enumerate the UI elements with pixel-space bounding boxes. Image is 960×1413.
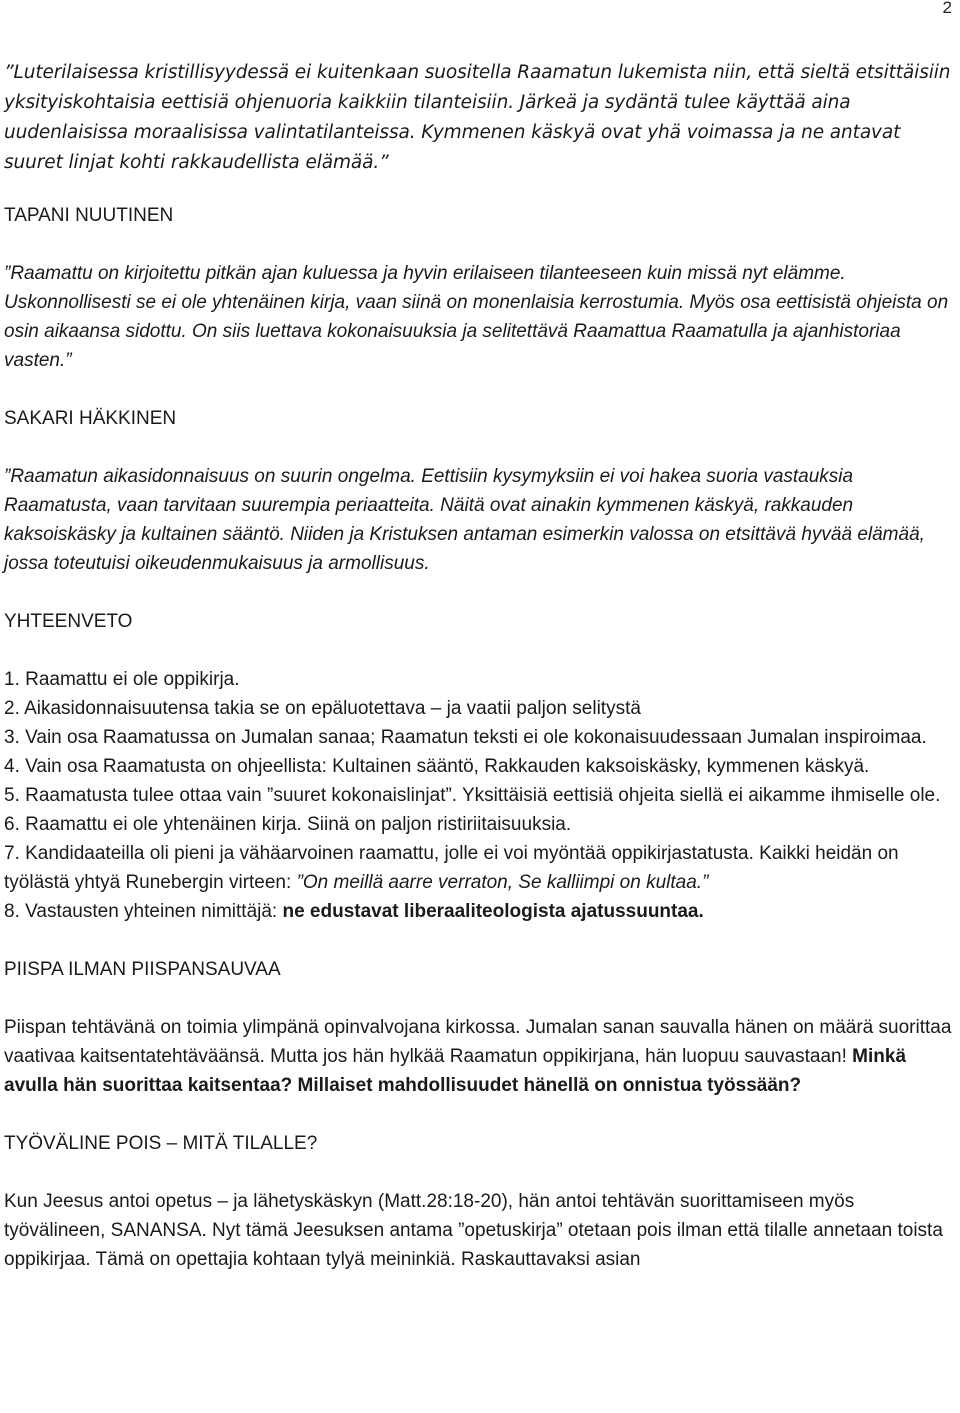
bishop-paragraph-bold: Minkä avulla hän suorittaa kaitsentaa? Millaiset mahdollisuudet hänellä on onnistua työssään? bbox=[4, 1046, 907, 1096]
summary-item-7-text: 7. Kandidaateilla oli pieni ja vähäarvoinen raamattu, jolle ei voi myöntää oppikirjastatusta. Kaikki heidän on työlästä yhtyä Runebergin virteen: bbox=[4, 843, 899, 893]
document-body bbox=[4, 58, 956, 1274]
quote-aikasidonnaisuus: ”Raamatun aikasidonnaisuus on suurin ongelma. Eettisiin kysymyksiin ei voi hakea suoria vastauksia Raamatusta, vaan tarvitaan suurempia periaatteita. Näitä ovat ainakin kymmenen käskyä, rakkauden kaksoiskäsky ja kultainen sääntö. Niiden ja Kristuksen antaman esimerkin valossa on etsittävä hyvää elämää, jossa toteutuisi oikeudenmukaisuus ja armollisuus. bbox=[4, 466, 925, 574]
summary-item-5: 5. Raamatusta tulee ottaa vain ”suuret kokonaislinjat”. Yksittäisiä eettisiä ohjeita siellä ei aikamme ihmiselle ole. bbox=[4, 785, 941, 806]
quote-nuutinen: ”Luterilaisessa kristillisyydessä ei kuitenkaan suositella Raamatun lukemista niin, että sieltä etsittäisiin yksityiskohtaisia eettisiä ohjenuoria kaikkiin tilanteisiin. Järkeä ja sydäntä tulee käyttää aina uudenlaisissa moraalisissa valintatilanteissa. Kymmenen käskyä ovat yhä voimassa ja ne antavat suuret linjat kohti rakkaudellista elämää.” bbox=[4, 62, 951, 173]
bishop-paragraph-text: Piispan tehtävänä on toimia ylimpänä opinvalvojana kirkossa. Jumalan sanan sauvalla hänen on määrä suorittaa vaativaa kaitsentatehtäväänsä. Mutta jos hän hylkää Raamatun oppikirjana, hän luopuu sauvastaan! bbox=[4, 1017, 952, 1067]
runeberg-quote: ”On meillä aarre verraton, Se kalliimpi on kultaa.” bbox=[296, 872, 709, 893]
tool-paragraph: Kun Jeesus antoi opetus – ja lähetyskäskyn (Matt.28:18-20), hän antoi tehtävän suorittamiseen myös työvälineen, SANANSA. Nyt tämä Jeesuksen antama ”opetuskirja” otetaan pois ilman että tilalle annetaan toista oppikirjaa. Tämä on opettajia kohtaan tylyä meininkiä. Raskauttavaksi asian bbox=[4, 1191, 943, 1270]
summary-item-2: 2. Aikasidonnaisuutensa takia se on epäluotettava – ja vaatii paljon selitystä bbox=[4, 698, 641, 719]
bishop-paragraph bbox=[4, 1013, 956, 1100]
summary-item-8-bold: ne edustavat liberaaliteologista ajatussuuntaa. bbox=[282, 901, 704, 922]
summary-heading: YHTEENVETO bbox=[4, 611, 133, 632]
page-number: 2 bbox=[942, 0, 952, 17]
author-nuutinen: TAPANI NUUTINEN bbox=[4, 205, 174, 226]
quote-hakkinen: ”Raamattu on kirjoitettu pitkän ajan kuluessa ja hyvin erilaiseen tilanteeseen kuin missä nyt elämme. Uskonnollisesti se ei ole yhtenäinen kirja, vaan siinä on monenlaisia kerrostumia. Myös osa eettisistä ohjeista on osin aikaansa sidottu. On siis luettava kokonaisuuksia ja selitettävä Raamattua Raamatulla ja ajanhistoriaa vasten.” bbox=[4, 263, 949, 371]
summary-item-4: 4. Vain osa Raamatusta on ohjeellista: Kultainen sääntö, Rakkauden kaksoiskäsky, kymmenen käskyä. bbox=[4, 756, 870, 777]
summary-item-3: 3. Vain osa Raamatussa on Jumalan sanaa; Raamatun teksti ei ole kokonaisuudessaan Jumalan inspiroimaa. bbox=[4, 727, 927, 748]
summary-item-8-text: 8. Vastausten yhteinen nimittäjä: bbox=[4, 901, 283, 922]
summary-item-6: 6. Raamattu ei ole yhtenäinen kirja. Siinä on paljon ristiriitaisuuksia. bbox=[4, 814, 572, 835]
bishop-heading: PIISPA ILMAN PIISPANSAUVAA bbox=[4, 959, 281, 980]
summary-item-1: 1. Raamattu ei ole oppikirja. bbox=[4, 669, 240, 690]
summary-item-8 bbox=[4, 897, 956, 926]
summary-item-7 bbox=[4, 839, 956, 897]
author-hakkinen: SAKARI HÄKKINEN bbox=[4, 408, 177, 429]
tool-heading: TYÖVÄLINE POIS – MITÄ TILALLE? bbox=[4, 1133, 318, 1154]
